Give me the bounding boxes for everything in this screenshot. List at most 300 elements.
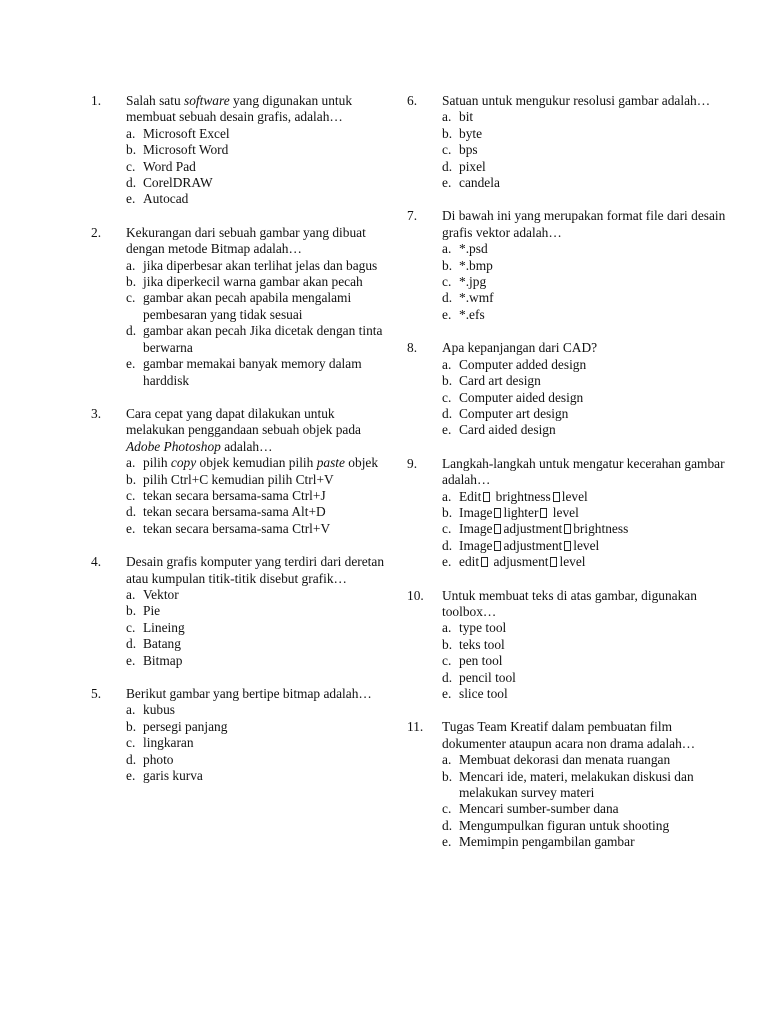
option-letter: d. — [442, 817, 453, 833]
option-text — [459, 142, 727, 158]
answer-option — [126, 587, 391, 603]
text-run: pilih Ctrl+C kemudian pilih Ctrl+V — [143, 471, 334, 487]
text-run: Card art design — [459, 373, 541, 389]
text-run: Batang — [143, 636, 181, 652]
text-run: level — [549, 504, 579, 520]
option-text — [459, 538, 727, 554]
option-letter: b. — [126, 718, 137, 734]
option-text — [143, 290, 391, 323]
question-body — [442, 456, 727, 571]
right-column — [407, 93, 727, 868]
question-number: 6. — [407, 93, 418, 108]
question-text — [126, 554, 391, 587]
answer-option — [442, 538, 727, 554]
question-text — [442, 719, 727, 752]
missing-glyph-box — [494, 524, 501, 534]
text-run: edit — [459, 554, 480, 570]
text-run: Computer art design — [459, 405, 569, 421]
answer-option — [442, 357, 727, 373]
answer-option — [442, 801, 727, 817]
question-item — [407, 719, 727, 850]
option-text — [459, 373, 727, 389]
text-run: lighter — [503, 504, 539, 520]
option-text — [459, 554, 727, 570]
option-letter: e. — [442, 422, 452, 438]
option-text — [459, 307, 727, 323]
question-body — [126, 406, 391, 537]
option-text — [459, 801, 727, 817]
option-text — [459, 258, 727, 274]
option-text — [459, 241, 727, 257]
option-letter: e. — [442, 175, 452, 191]
answer-option — [126, 719, 391, 735]
option-text — [459, 126, 727, 142]
question-body — [442, 93, 727, 191]
option-letter: a. — [442, 752, 452, 768]
italic-term: paste — [316, 455, 345, 471]
answer-option — [126, 603, 391, 619]
option-letter: d. — [126, 175, 137, 191]
option-letter: d. — [442, 405, 453, 421]
text-run: Langkah-langkah untuk mengatur kecerahan gambar adalah… — [442, 455, 725, 488]
answer-option — [442, 175, 727, 191]
italic-term: Adobe Photoshop — [126, 438, 221, 454]
option-text — [143, 175, 391, 191]
text-run: Vektor — [143, 586, 179, 602]
option-text — [459, 834, 727, 850]
question-item — [91, 686, 391, 784]
question-number: 11. — [407, 719, 424, 735]
text-run: pilih — [143, 455, 171, 471]
option-text — [459, 422, 727, 438]
answer-option — [126, 521, 391, 537]
text-run: photo — [143, 751, 174, 767]
text-run: Salah satu — [126, 93, 185, 108]
text-run: Card aided design — [459, 422, 556, 438]
answer-option — [126, 488, 391, 504]
option-letter: b. — [442, 125, 453, 141]
question-body — [126, 686, 391, 784]
answer-option — [442, 422, 727, 438]
answer-option — [442, 818, 727, 834]
text-run: adjustment — [503, 537, 563, 553]
option-letter: e. — [442, 686, 452, 701]
text-run: Computer aided design — [459, 389, 584, 405]
option-letter: e. — [126, 520, 136, 536]
answer-option — [442, 390, 727, 406]
answer-option — [442, 307, 727, 323]
text-run: yang digunakan untuk membuat sebuah desain grafis, adalah… — [126, 93, 353, 125]
option-text — [143, 455, 391, 471]
question-item — [91, 93, 391, 208]
answer-option — [126, 636, 391, 652]
option-letter: d. — [442, 537, 453, 553]
option-text — [143, 323, 391, 356]
text-run: adalah… — [220, 438, 273, 454]
option-text — [459, 752, 727, 768]
answer-option — [126, 126, 391, 142]
answer-option — [442, 554, 727, 570]
answer-option — [126, 472, 391, 488]
text-run: pixel — [459, 158, 486, 174]
missing-glyph-box — [540, 508, 547, 518]
option-letter: e. — [126, 191, 136, 207]
option-text — [459, 653, 727, 669]
option-letter: b. — [442, 504, 453, 520]
option-letter: b. — [442, 768, 453, 784]
option-letter: b. — [126, 471, 137, 487]
text-run: gambar akan pecah Jika dicetak dengan tinta berwarna — [143, 323, 383, 355]
text-run: kubus — [143, 702, 175, 718]
answer-option — [442, 258, 727, 274]
text-run: Image — [459, 504, 493, 520]
question-body — [126, 225, 391, 389]
text-run: Satuan untuk mengukur resolusi gambar adalah… — [442, 93, 711, 108]
option-letter: d. — [126, 636, 137, 652]
answer-option — [442, 109, 727, 125]
answer-option — [442, 159, 727, 175]
missing-glyph-box — [550, 557, 557, 567]
question-item — [91, 554, 391, 669]
answer-option — [126, 504, 391, 520]
answer-option — [126, 620, 391, 636]
option-letter: b. — [442, 373, 453, 389]
answer-option — [442, 637, 727, 653]
option-text — [143, 521, 391, 537]
option-text — [459, 290, 727, 306]
question-number: 10. — [407, 587, 424, 603]
text-run: Bitmap — [143, 652, 183, 668]
question-number: 9. — [407, 455, 418, 471]
option-text — [459, 521, 727, 537]
text-run: *.efs — [459, 306, 485, 322]
text-run: persegi panjang — [143, 718, 228, 734]
answer-option — [442, 653, 727, 669]
text-run: Tugas Team Kreatif dalam pembuatan film dokumenter ataupun acara non drama adalah… — [442, 719, 696, 751]
text-run: Lineing — [143, 619, 185, 635]
text-run: Untuk membuat teks di atas gambar, digunakan toolbox… — [442, 587, 697, 619]
question-text — [442, 340, 727, 356]
option-letter: c. — [442, 142, 452, 158]
text-run: Mengumpulkan figuran untuk shooting — [459, 817, 670, 833]
text-run: Kekurangan dari sebuah gambar yang dibuat dengan metode Bitmap adalah… — [126, 224, 366, 257]
question-text — [126, 93, 391, 126]
option-letter: c. — [442, 653, 452, 669]
option-letter: e. — [442, 834, 452, 850]
missing-glyph-box — [494, 541, 501, 551]
question-number: 7. — [407, 208, 418, 224]
option-text — [143, 735, 391, 751]
text-run: *.bmp — [459, 257, 493, 273]
option-text — [459, 670, 727, 686]
answer-option — [126, 356, 391, 389]
text-run: Microsoft Word — [143, 142, 229, 158]
missing-glyph-box — [494, 508, 501, 518]
question-item — [91, 225, 391, 389]
option-letter: c. — [442, 274, 452, 290]
option-letter: e. — [442, 554, 452, 570]
answer-option — [126, 768, 391, 784]
text-run: Membuat dekorasi dan menata ruangan — [459, 752, 671, 768]
answer-option — [442, 489, 727, 505]
text-run: level — [573, 537, 600, 553]
text-run: pencil tool — [459, 669, 516, 685]
text-run: Image — [459, 537, 493, 553]
text-run: Memimpin pengambilan gambar — [459, 834, 635, 850]
question-text — [442, 456, 727, 489]
option-letter: d. — [126, 751, 137, 767]
text-run: tekan secara bersama-sama Ctrl+V — [143, 520, 331, 536]
option-letter: a. — [442, 241, 452, 257]
answer-option — [442, 126, 727, 142]
text-run: Image — [459, 521, 493, 537]
text-run: teks tool — [459, 636, 505, 652]
text-run: *.wmf — [459, 290, 494, 306]
text-run: Cara cepat yang dapat dilakukan untuk melakukan penggandaan sebuah objek pada — [126, 405, 361, 438]
option-letter: b. — [442, 257, 453, 273]
option-text — [459, 637, 727, 653]
answer-option — [442, 752, 727, 768]
question-item — [407, 93, 727, 191]
option-letter: b. — [126, 603, 137, 619]
option-text — [143, 620, 391, 636]
text-run: bit — [459, 109, 474, 125]
text-run: Edit — [459, 488, 482, 504]
answer-option — [126, 258, 391, 274]
question-text — [126, 225, 391, 258]
option-letter: c. — [442, 389, 452, 405]
text-run: *.psd — [459, 241, 488, 257]
text-run: bps — [459, 142, 478, 158]
option-text — [459, 489, 727, 505]
missing-glyph-box — [553, 492, 560, 502]
answer-option — [442, 241, 727, 257]
question-item — [407, 588, 727, 703]
question-item — [91, 406, 391, 537]
text-run: adjustment — [503, 521, 563, 537]
missing-glyph-box — [564, 541, 571, 551]
answer-option — [126, 752, 391, 768]
text-run: objek — [344, 455, 379, 471]
option-letter: e. — [442, 306, 452, 322]
text-run: Desain grafis komputer yang terdiri dari deretan atau kumpulan titik-titik disebut grafik… — [126, 554, 385, 586]
question-number: 4. — [91, 554, 102, 570]
option-letter: a. — [126, 702, 136, 718]
option-letter: e. — [126, 768, 136, 784]
question-number: 1. — [91, 93, 102, 108]
option-text — [143, 472, 391, 488]
text-run: gambar akan pecah apabila mengalami pembesaran yang tidak sesuai — [143, 290, 352, 322]
option-text — [143, 126, 391, 142]
text-run: byte — [459, 125, 483, 141]
option-text — [143, 142, 391, 158]
text-run: adjusment — [490, 554, 549, 570]
text-run: tekan secara bersama-sama Ctrl+J — [143, 487, 326, 503]
question-body — [442, 208, 727, 323]
question-body — [126, 554, 391, 669]
text-run: tekan secara bersama-sama Alt+D — [143, 504, 326, 520]
text-run: Word Pad — [143, 158, 196, 174]
option-letter: d. — [442, 669, 453, 685]
option-letter: c. — [442, 801, 452, 817]
option-letter: a. — [126, 125, 136, 141]
question-number: 8. — [407, 340, 418, 356]
option-letter: a. — [126, 257, 136, 273]
option-letter: e. — [126, 356, 136, 372]
italic-term: software — [184, 93, 230, 108]
text-run: type tool — [459, 620, 507, 636]
question-number: 2. — [91, 224, 102, 240]
answer-option — [442, 670, 727, 686]
text-run: Berikut gambar yang bertipe bitmap adalah… — [126, 686, 372, 701]
text-run: CorelDRAW — [143, 175, 213, 191]
option-text — [143, 159, 391, 175]
answer-option — [126, 159, 391, 175]
answer-option — [126, 455, 391, 471]
text-run: Mencari ide, materi, melakukan diskusi dan melakukan survey materi — [459, 768, 694, 801]
answer-option — [442, 505, 727, 521]
question-item — [407, 456, 727, 571]
question-number: 5. — [91, 686, 102, 701]
answer-option — [442, 620, 727, 636]
text-run: candela — [459, 175, 500, 191]
question-item — [407, 208, 727, 323]
text-run: *.jpg — [459, 274, 487, 290]
text-run: brightness — [573, 521, 629, 537]
option-letter: c. — [126, 158, 136, 174]
option-text — [143, 356, 391, 389]
question-item — [407, 340, 727, 438]
option-letter: c. — [126, 619, 136, 635]
answer-option — [442, 373, 727, 389]
left-column — [91, 93, 391, 801]
option-text — [143, 768, 391, 784]
option-text — [459, 109, 727, 125]
option-text — [459, 769, 727, 802]
missing-glyph-box — [564, 524, 571, 534]
question-text — [126, 406, 391, 455]
text-run: brightness — [492, 488, 551, 504]
option-text — [459, 159, 727, 175]
option-letter: a. — [442, 620, 452, 636]
text-run: Pie — [143, 603, 161, 619]
option-text — [143, 587, 391, 603]
option-text — [459, 686, 727, 702]
answer-option — [442, 834, 727, 850]
option-letter: b. — [126, 274, 137, 290]
text-run: slice tool — [459, 686, 508, 701]
option-letter: a. — [442, 356, 452, 372]
missing-glyph-box — [483, 492, 490, 502]
option-text — [143, 504, 391, 520]
text-run: level — [561, 488, 588, 504]
option-text — [459, 274, 727, 290]
text-run: garis kurva — [143, 768, 203, 784]
text-run: Mencari sumber-sumber dana — [459, 801, 619, 817]
text-run: pen tool — [459, 653, 503, 669]
text-run: lingkaran — [143, 735, 194, 751]
text-run: level — [559, 554, 586, 570]
option-letter: a. — [126, 455, 136, 471]
option-text — [459, 818, 727, 834]
answer-option — [126, 735, 391, 751]
option-letter: a. — [442, 109, 452, 125]
option-text — [459, 357, 727, 373]
question-body — [442, 588, 727, 703]
answer-option — [442, 521, 727, 537]
missing-glyph-box — [481, 557, 488, 567]
text-run: gambar memakai banyak memory dalam harddisk — [143, 356, 362, 388]
option-letter: e. — [126, 652, 136, 668]
answer-option — [126, 274, 391, 290]
option-letter: a. — [126, 586, 136, 602]
option-letter: c. — [442, 521, 452, 537]
answer-option — [442, 769, 727, 802]
question-text — [442, 208, 727, 241]
option-text — [143, 719, 391, 735]
option-text — [143, 653, 391, 669]
answer-option — [442, 274, 727, 290]
text-run: Computer added design — [459, 356, 587, 372]
option-text — [143, 191, 391, 207]
option-letter: d. — [442, 290, 453, 306]
text-run: jika diperbesar akan terlihat jelas dan bagus — [143, 257, 378, 273]
italic-term: copy — [170, 455, 197, 471]
answer-option — [126, 702, 391, 718]
answer-option — [126, 290, 391, 323]
option-letter: c. — [126, 735, 136, 751]
answer-option — [126, 191, 391, 207]
text-run: Apa kepanjangan dari CAD? — [442, 340, 598, 356]
question-text — [442, 588, 727, 621]
option-text — [459, 406, 727, 422]
text-run: Microsoft Excel — [143, 125, 230, 141]
option-letter: b. — [442, 636, 453, 652]
option-letter: c. — [126, 290, 136, 306]
question-text — [442, 93, 727, 109]
option-text — [459, 175, 727, 191]
option-letter: d. — [126, 504, 137, 520]
question-number: 3. — [91, 405, 102, 421]
question-text — [126, 686, 391, 702]
answer-option — [126, 323, 391, 356]
answer-option — [126, 175, 391, 191]
option-text — [459, 390, 727, 406]
question-body — [442, 719, 727, 850]
option-text — [143, 603, 391, 619]
option-text — [143, 636, 391, 652]
option-letter: a. — [442, 488, 452, 504]
answer-option — [442, 406, 727, 422]
option-text — [143, 488, 391, 504]
option-text — [143, 752, 391, 768]
answer-option — [126, 142, 391, 158]
answer-option — [442, 142, 727, 158]
option-letter: c. — [126, 487, 136, 503]
option-letter: d. — [442, 158, 453, 174]
option-text — [143, 702, 391, 718]
option-letter: b. — [126, 142, 137, 158]
option-letter: d. — [126, 323, 137, 339]
question-body — [442, 340, 727, 438]
text-run: jika diperkecil warna gambar akan pecah — [143, 274, 363, 290]
option-text — [459, 505, 727, 521]
option-text — [459, 620, 727, 636]
answer-option — [126, 653, 391, 669]
text-run: objek kemudian pilih — [196, 455, 317, 471]
answer-option — [442, 290, 727, 306]
answer-option — [442, 686, 727, 702]
